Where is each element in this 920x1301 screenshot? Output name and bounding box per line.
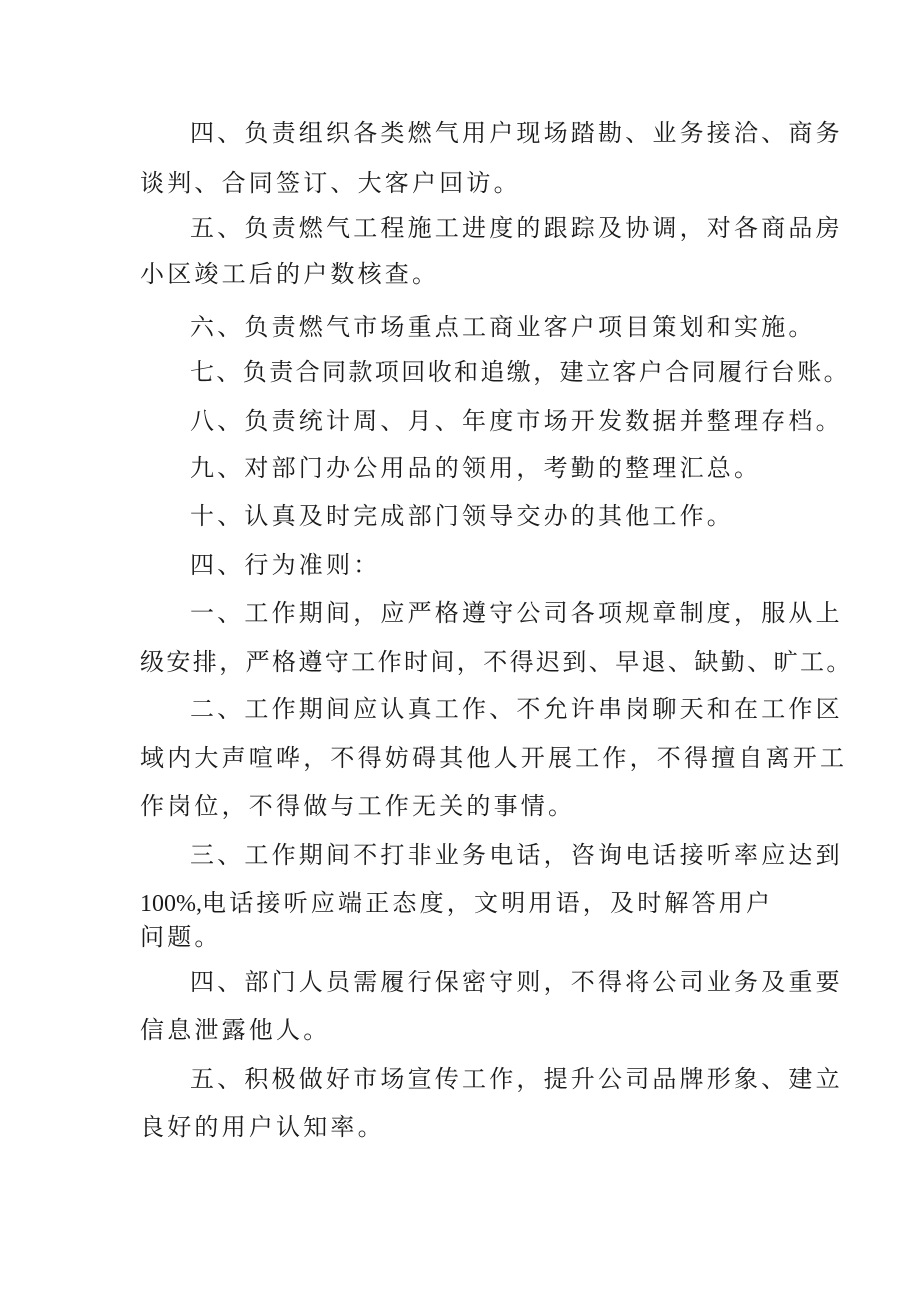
- paragraph-line: 级安排，严格遵守工作时间，不得迟到、早退、缺勤、旷工。: [140, 648, 853, 676]
- paragraph-line-with-percent: [140, 888, 773, 919]
- paragraph-line: 五、负责燃气工程施工进度的跟踪及协调，对各商品房: [190, 214, 843, 242]
- paragraph-line: 良好的用户认知率。: [140, 1113, 385, 1141]
- paragraph-line: 七、负责合同款项回收和追缴，建立客户合同履行台账。: [190, 358, 850, 386]
- paragraph-line: 五、积极做好市场宣传工作，提升公司品牌形象、建立: [190, 1065, 843, 1093]
- paragraph-line: 作岗位，不得做与工作无关的事情。: [140, 792, 576, 820]
- percent-value: 100%,: [140, 891, 202, 917]
- paragraph-line: 四、部门人员需履行保密守则，不得将公司业务及重要: [190, 968, 843, 996]
- paragraph-line: 一、工作期间，应严格遵守公司各项规章制度，服从上: [190, 599, 843, 627]
- section-heading: 四、行为准则：: [190, 551, 381, 579]
- paragraph-line: 问题。: [140, 923, 222, 951]
- paragraph-line: 三、工作期间不打非业务电话，咨询电话接听率应达到: [190, 841, 843, 869]
- paragraph-line: 小区竣工后的户数核查。: [140, 260, 440, 288]
- paragraph-line: 九、对部门办公用品的领用，考勤的整理汇总。: [190, 454, 762, 482]
- paragraph-line: 十、认真及时完成部门领导交办的其他工作。: [190, 502, 734, 530]
- paragraph-line: 域内大声喧哗，不得妨碍其他人开展工作，不得擅自离开工: [140, 744, 848, 772]
- paragraph-line: 信息泄露他人。: [140, 1016, 331, 1044]
- paragraph-line: 六、负责燃气市场重点工商业客户项目策划和实施。: [190, 313, 816, 341]
- paragraph-line: 八、负责统计周、月、年度市场开发数据并整理存档。: [190, 407, 843, 435]
- paragraph-line-text: 电话接听应端正态度，文明用语，及时解答用户: [202, 889, 774, 917]
- paragraph-line: 二、工作期间应认真工作、不允许串岗聊天和在工作区: [190, 695, 843, 723]
- paragraph-line: 谈判、合同签订、大客户回访。: [140, 169, 521, 197]
- paragraph-line: 四、负责组织各类燃气用户现场踏勘、业务接洽、商务: [190, 119, 843, 147]
